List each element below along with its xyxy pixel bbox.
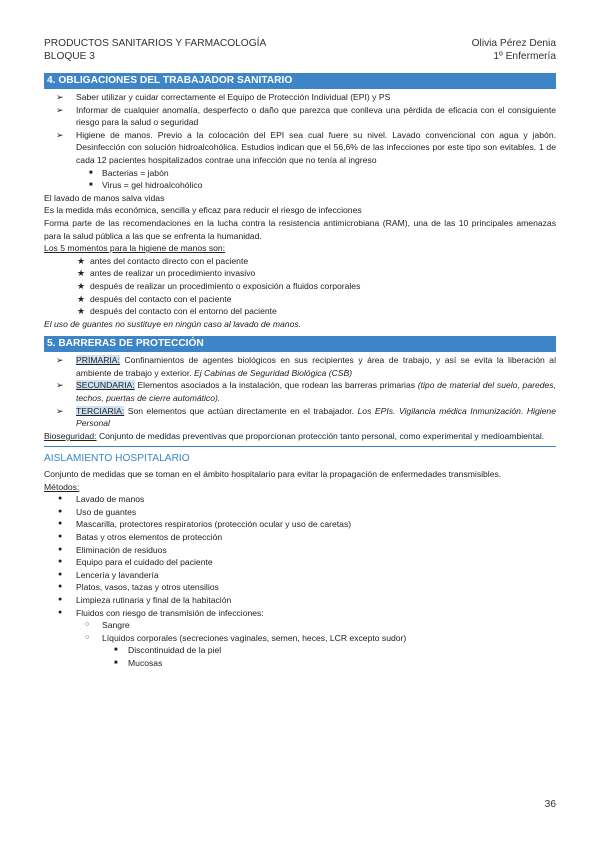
page-number: 36 xyxy=(544,799,556,810)
moments-heading: Los 5 momentos para la higiene de manos son: xyxy=(44,243,226,254)
note: El uso de guantes no sustituye en ningún caso al lavado de manos. xyxy=(44,318,302,329)
list-item: ★ después del contacto con el paciente xyxy=(77,293,232,304)
list-item: ■ Mucosas xyxy=(114,657,163,668)
list-item: ○ Líquidos corporales (secreciones vaginales, semen, heces, LCR excepto sudor) xyxy=(85,632,407,643)
list-item: ➢ Informar de cualquier anomalía, desperfecto o daño que parezca que conlleva una pérdida de eficacia con el consiguiente riesgo para la salud o seguridad xyxy=(56,104,556,128)
list-item: ● Limpieza rutinaria y final de la habitación xyxy=(58,594,232,605)
header-author: Olivia Pérez Denia xyxy=(471,38,556,49)
bullet-icon: ● xyxy=(58,595,63,603)
list-item: ● Mascarilla, protectores respiratorios (protección ocular y uso de caretas) xyxy=(58,519,352,530)
list-item: ● Platos, vasos, tazas y otros utensilios xyxy=(58,582,219,593)
list-item: ➢ TERCIARIA: Son elementos que actúan directamente en el trabajador. Los EPIs. Vigilancia médica Inmunización. Higiene Personal xyxy=(56,405,556,429)
list-item: ● Lavado de manos xyxy=(58,494,145,505)
list-item: ● Batas y otros elementos de protección xyxy=(58,532,223,542)
paragraph: Conjunto de medidas que se toman en el ámbito hospitalario para evitar la propagación de enfermedades transmisibles. xyxy=(44,469,502,480)
star-bullet-icon: ★ xyxy=(77,306,86,317)
divider xyxy=(44,446,556,447)
square-bullet-icon: ■ xyxy=(89,169,93,176)
star-bullet-icon: ★ xyxy=(77,255,86,266)
header-course: 1º Enfermería xyxy=(493,51,556,62)
square-bullet-icon: ■ xyxy=(114,659,118,666)
arrow-bullet-icon: ➢ xyxy=(56,380,64,391)
star-bullet-icon: ★ xyxy=(77,280,86,291)
bullet-icon: ● xyxy=(58,495,63,503)
list-item: ● Lencería y lavandería xyxy=(58,569,159,580)
star-bullet-icon: ★ xyxy=(77,268,86,279)
list-item: ★ después del contacto con el entorno del paciente xyxy=(77,306,277,317)
arrow-bullet-icon: ➢ xyxy=(56,92,64,102)
section-4-title: 4. OBLIGACIONES DEL TRABAJADOR SANITARIO xyxy=(44,73,556,89)
list-item: ■ Virus = gel hidroalcohólico xyxy=(89,180,203,191)
paragraph: Forma parte de las recomendaciones en la lucha contra la resistencia antimicrobiana (RAM), una de las 10 principales amenazas para la salud pública a las que se enfrenta la humanidad. xyxy=(44,217,556,241)
list-item: ➢ PRIMARIA: Confinamientos de agentes biológicos en sus recipientes y área de trabajo, y así se evita la liberación al ambiente de trabajo y exterior. Ej Cabinas de Seguridad Biológica (CSB) xyxy=(56,355,556,378)
list-item: ● Equipo para el cuidado del paciente xyxy=(58,557,213,568)
list-item: ○ Sangre xyxy=(85,620,130,631)
square-bullet-icon: ■ xyxy=(89,182,93,189)
circle-bullet-icon: ○ xyxy=(85,633,90,641)
arrow-bullet-icon: ➢ xyxy=(56,405,64,416)
paragraph: Es la medida más económica, sencilla y eficaz para reducir el riesgo de infecciones xyxy=(44,205,362,216)
bullet-icon: ● xyxy=(58,545,63,553)
bullet-icon: ● xyxy=(58,558,63,566)
star-bullet-icon: ★ xyxy=(77,293,86,304)
section-5-title: 5. BARRERAS DE PROTECCIÓN xyxy=(44,336,556,352)
page-content xyxy=(44,73,556,670)
list-item: ★ antes del contacto directo con el paciente xyxy=(77,255,249,266)
bullet-icon: ● xyxy=(58,507,63,515)
header-block: BLOQUE 3 xyxy=(44,51,95,62)
aislamiento-title: AISLAMIENTO HOSPITALARIO xyxy=(44,453,190,465)
list-item: ★ después de realizar un procedimiento o exposición a fluidos corporales xyxy=(77,280,361,291)
metodos-heading: Métodos: xyxy=(44,481,80,492)
circle-bullet-icon: ○ xyxy=(85,621,90,629)
bullet-icon: ● xyxy=(58,570,63,578)
list-item: ➢ SECUNDARIA: Elementos asociados a la instalación, que rodean las barreras primarias (tipo de material del suelo, paredes, techos, puertas de cierre automático). xyxy=(56,380,556,404)
list-item: ★ antes de realizar un procedimiento invasivo xyxy=(77,268,256,279)
list-item: ● Uso de guantes xyxy=(58,506,137,517)
paragraph: Bioseguridad: Conjunto de medidas preventivas que proporcionan protección tanto personal, como experimental y medioambiental. xyxy=(44,430,545,441)
list-item: ● Fluidos con riesgo de transmisión de infecciones: xyxy=(58,607,264,618)
list-item: ■ Discontinuidad de la piel xyxy=(114,645,222,656)
list-item: ➢ Saber utilizar y cuidar correctamente el Equipo de Protección Individual (EPI) y PS xyxy=(56,92,391,102)
header-subject: PRODUCTOS SANITARIOS Y FARMACOLOGÍA xyxy=(44,38,267,49)
list-item: ● Eliminación de residuos xyxy=(58,544,167,555)
arrow-bullet-icon: ➢ xyxy=(56,104,64,115)
bullet-icon: ● xyxy=(58,583,63,591)
list-item: ➢ Higiene de manos. Previo a la colocación del EPI sea cual fuere su nivel. Lavado convencional con agua y jabón. Desinfección con solución hidroalcohólica. Estudios indican que el 56,6% de las infecciones por este tipo son evitables. 1 de cada 12 pacientes hospitalizados contrae una infección que no tenía al ingreso xyxy=(56,129,556,165)
arrow-bullet-icon: ➢ xyxy=(56,355,64,366)
bullet-icon: ● xyxy=(58,608,63,616)
arrow-bullet-icon: ➢ xyxy=(56,129,64,140)
list-item: ■ Bacterias = jabón xyxy=(89,167,169,178)
bullet-icon: ● xyxy=(58,533,63,540)
paragraph: El lavado de manos salva vidas xyxy=(44,192,165,203)
bullet-icon: ● xyxy=(58,520,63,528)
square-bullet-icon: ■ xyxy=(114,647,118,654)
